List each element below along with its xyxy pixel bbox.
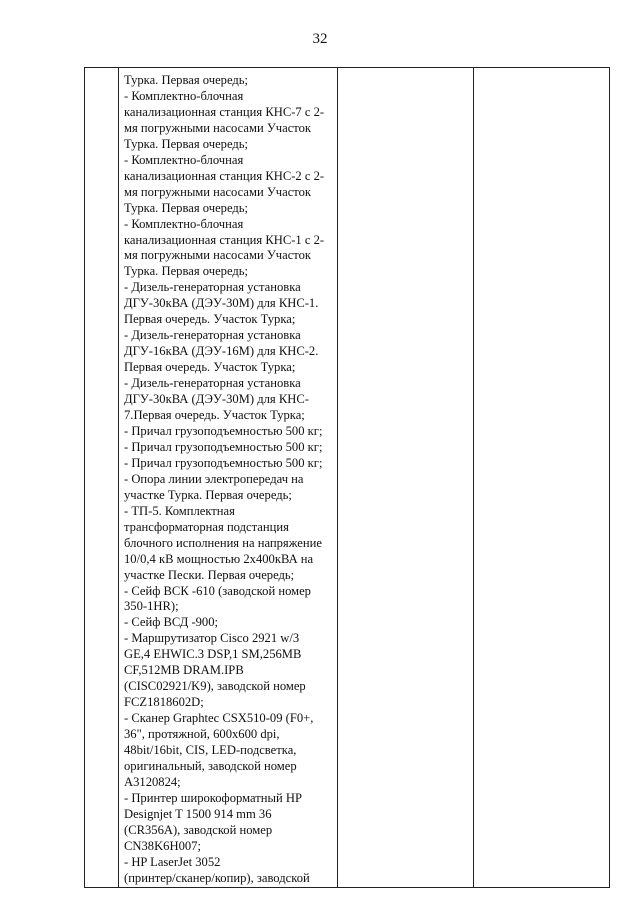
description-line: A3120824; (124, 774, 181, 789)
page-number: 32 (312, 31, 328, 47)
table-cell-empty-3 (338, 68, 474, 888)
description-line: мя погружными насосами Участок (124, 184, 312, 199)
description-line: Первая очередь. Участок Турка; (124, 360, 296, 375)
description-line: - HP LaserJet 3052 (124, 854, 221, 869)
description-line: - Сейф ВСК -610 (заводской номер (124, 583, 311, 598)
description-line: ДГУ-16кВА (ДЭУ-16М) для КНС-2. (124, 344, 319, 359)
description-line: - Дизель-генераторная установка (124, 280, 301, 295)
description-line: (CR356A), заводской номер (124, 822, 273, 837)
description-line: CF,512MB DRAM.IPB (124, 663, 244, 678)
description-line: блочного исполнения на напряжение (124, 535, 322, 550)
description-line: участке Пески. Первая очередь; (124, 567, 295, 582)
description-line: (CISC02921/K9), заводской номер (124, 679, 306, 694)
description-line: - Комплектно-блочная (124, 152, 244, 167)
description-line: - Дизель-генераторная установка (124, 376, 301, 391)
description-line: FCZ1818602D; (124, 695, 204, 710)
description-line: канализационная станция КНС-1 с 2- (124, 232, 325, 247)
description-line: Турка. Первая очередь; (124, 73, 249, 87)
table-cell-description (119, 68, 338, 888)
description-line: - Сканер Graphtec CSX510-09 (F0+, (124, 711, 314, 726)
description-line: 48bit/16bit, CIS, LED-подсветка, (124, 743, 297, 758)
description-line: - Маршрутизатор Cisco 2921 w/3 (124, 631, 300, 646)
description-line: ДГУ-30кВА (ДЭУ-30М) для КНС- (124, 392, 309, 407)
description-line: 7.Первая очередь. Участок Турка; (124, 408, 305, 423)
description-line: оригинальный, заводской номер (124, 758, 297, 773)
description-line: Designjet T 1500 914 mm 36 (124, 806, 272, 821)
description-line: - Дизель-генераторная установка (124, 328, 301, 343)
description-line: 36", протяжной, 600x600 dpi, (124, 727, 280, 742)
description-line: - Причал грузоподъемностью 500 кг; (124, 439, 323, 454)
description-line: - ТП-5. Комплектная (124, 503, 235, 518)
description-line: - Принтер широкоформатный HP (124, 790, 302, 805)
description-text (119, 68, 337, 887)
description-line: - Сейф ВСД -900; (124, 615, 219, 630)
table-cell-number (85, 68, 119, 888)
description-line: - Комплектно-блочная (124, 88, 244, 103)
description-line: ДГУ-30кВА (ДЭУ-30М) для КНС-1. (124, 296, 319, 311)
description-line: - Причал грузоподъемностью 500 кг; (124, 455, 323, 470)
description-line: трансформаторная подстанция (124, 519, 289, 534)
description-line: участке Турка. Первая очередь; (124, 487, 292, 502)
table-cell-empty-4 (474, 68, 610, 888)
table-row (85, 68, 610, 888)
inventory-table (84, 67, 610, 888)
description-line: Турка. Первая очередь; (124, 264, 249, 279)
description-line: мя погружными насосами Участок (124, 120, 312, 135)
description-line: Первая очередь. Участок Турка; (124, 312, 296, 327)
description-line: - Опора линии электропередач на (124, 471, 304, 486)
description-line: Турка. Первая очередь; (124, 136, 249, 151)
description-line: - Причал грузоподъемностью 500 кг; (124, 423, 323, 438)
description-line: GE,4 EHWIC.3 DSP,1 SM,256MB (124, 647, 302, 662)
description-line: канализационная станция КНС-2 с 2- (124, 168, 325, 183)
description-line: (принтер/сканер/копир), заводской (124, 870, 310, 885)
description-line: канализационная станция КНС-7 с 2- (124, 104, 325, 119)
description-line: CN38K6H007; (124, 838, 201, 853)
description-line: - Комплектно-блочная (124, 216, 244, 231)
description-line: мя погружными насосами Участок (124, 248, 312, 263)
description-line: 350-1HR); (124, 599, 179, 614)
description-line: 10/0,4 кВ мощностью 2х400кВА на (124, 551, 314, 566)
description-line: Турка. Первая очередь; (124, 200, 249, 215)
